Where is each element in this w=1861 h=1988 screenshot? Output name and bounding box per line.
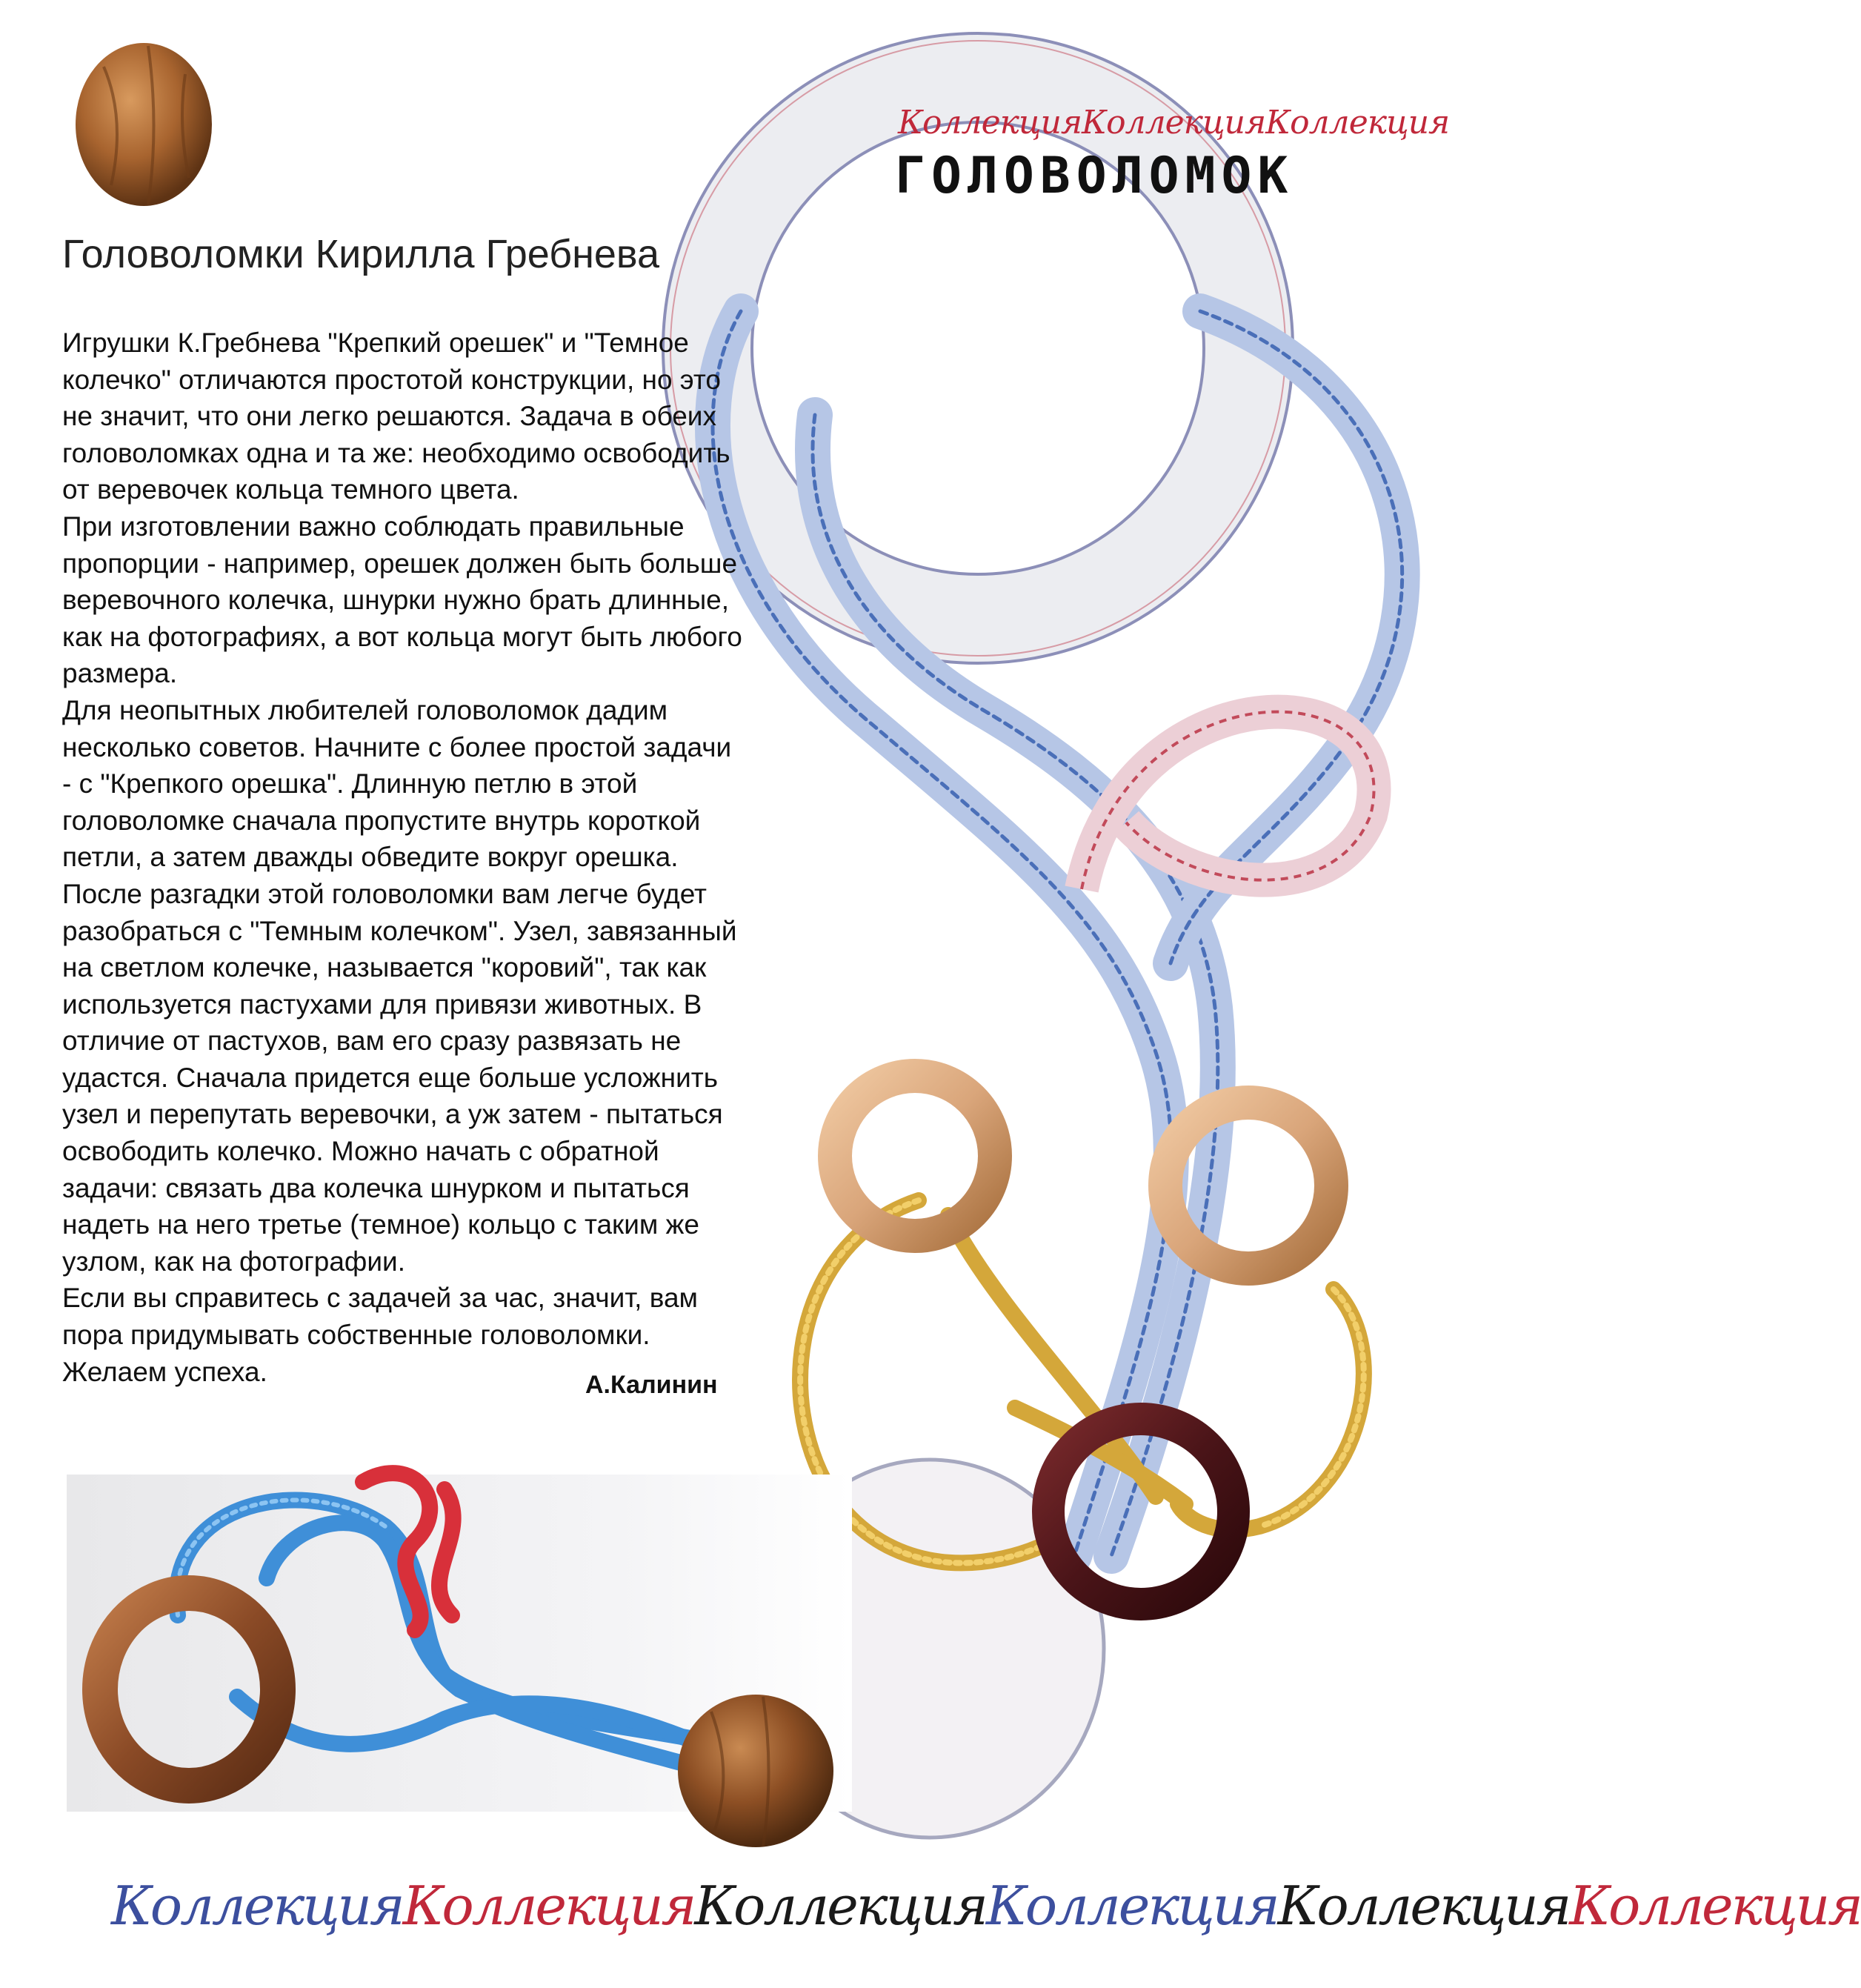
page-title: Головоломки Кирилла Гребнева [62,232,660,276]
footer-script [111,1875,1861,1937]
footer-word: Коллекция [985,1875,1278,1937]
light-wood-ring-left [835,1076,995,1236]
paragraph-proportions: При изготовлении важно соблюдать правильные пропорции - например, орешек должен быть больше веревочного колечка, шнурки нужно брать длинные, как на фотографиях, а вот кольца могут быть любого размера. [62,511,742,689]
footer-word: Коллекция [1569,1875,1861,1937]
footer-word: Коллекция [1277,1875,1570,1937]
footer-word: Коллекция [402,1875,695,1937]
article-body [62,325,744,1390]
walnut-icon [76,43,212,206]
paragraph-tips: Для неопытных любителей головоломок дадим несколько советов. Начните с более простой задачи - с "Крепкого орешка". Длинную петлю в этой головоломке сначала пропустите внутрь короткой петли, а затем дважды обведите вокруг орешка. После разгадки этой головоломки вам легче будет разобраться с "Темным колечком". Узел, завязанный на светлом колечке, называется "коровий", так как используется пастухами для привязи животных. В отличие от пастухов, вам его сразу развязать не удастся. Сначала придется еще больше усложнить узел и перепутать веревочки, а уж затем - пытаться освободить колечко. Можно начать с обратной задачи: связать два колечка шнурком и пытаться надеть на него третье (темное) кольцо с таким же узлом, как на фотографии. [62,694,737,1277]
paragraph-closing: Если вы справитесь с задачей за час, значит, вам пора придумывать собственные головоломки. Желаем успеха. [62,1283,698,1387]
ghost-knot [1082,712,1374,889]
light-wood-ring-right [1165,1103,1331,1269]
author: А.Калинин [585,1371,718,1399]
paragraph-intro: Игрушки К.Гребнева "Крепкий орешек" и "Темное колечко" отличаются простотой конструкции, но это не значит, что они легко решаются. Задача в обеих головоломках одна и та же: необходимо освободить от веревочек кольца темного цвета. [62,328,730,505]
footer-word: Коллекция [111,1875,403,1937]
footer-word: Коллекция [694,1875,986,1937]
brand-title: ГОЛОВОЛОМОК [895,147,1294,205]
big-walnut [678,1695,833,1847]
brand-script: КоллекцияКоллекцияКоллекция [898,104,1450,142]
